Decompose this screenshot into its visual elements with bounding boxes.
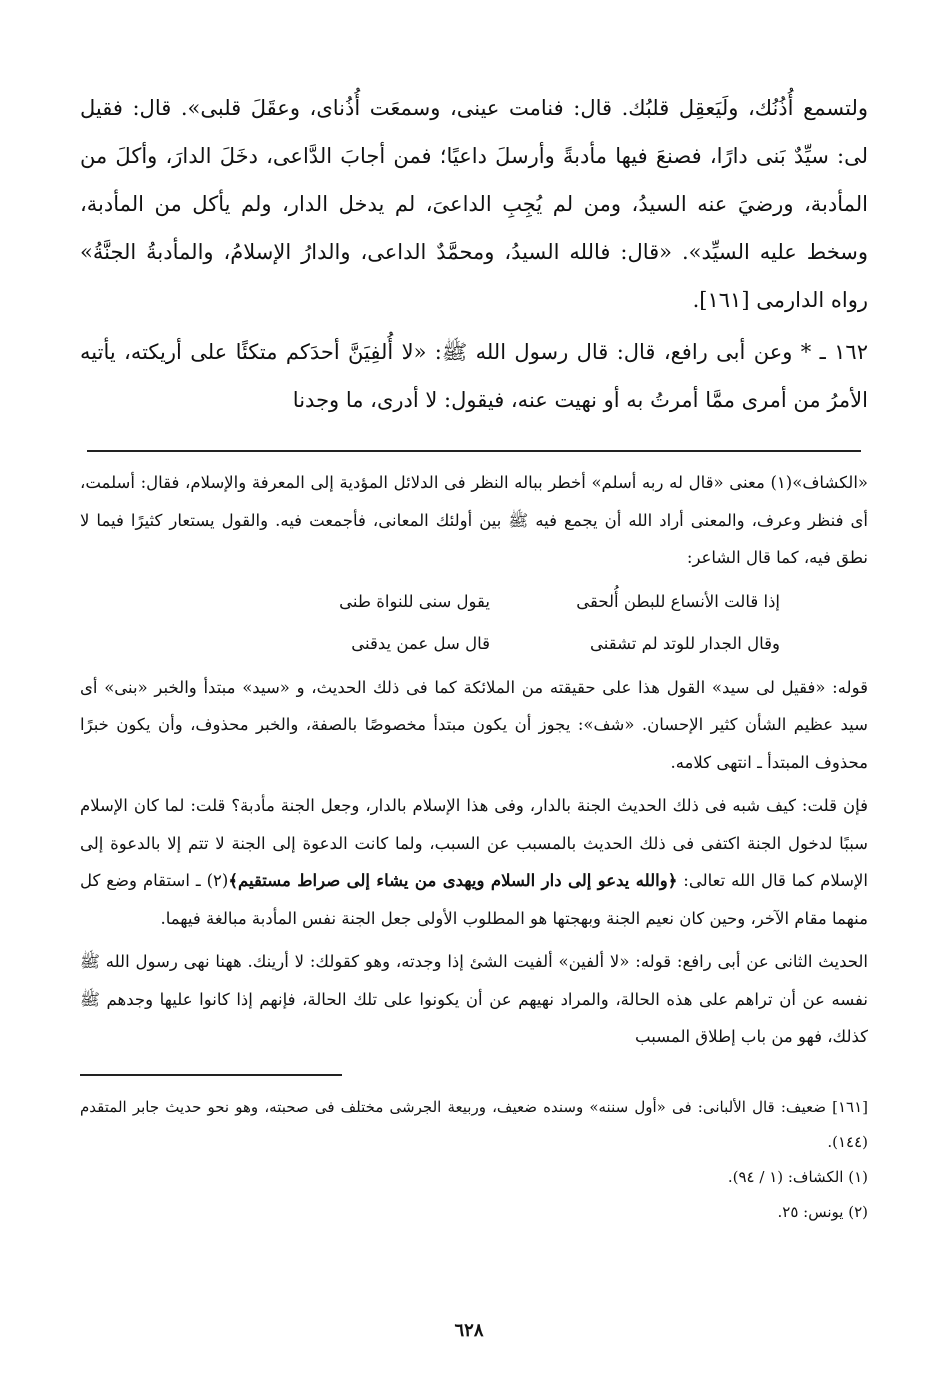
poetry-verses — [80, 581, 868, 665]
verse-2-second-hemistich: قال سل عمن يدقنى — [351, 633, 490, 653]
footnote-2: (٢) يونس: ٢٥. — [777, 1202, 868, 1221]
commentary-paragraph-3 — [80, 787, 868, 937]
hadith-text — [80, 84, 868, 424]
footnote-divider — [80, 1074, 342, 1076]
hadith-paragraph-2: ١٦٢ ـ * وعن أبى رافع، قال: قال رسول الله ﷺ: «لا أُلفِيَنَّ أحدَكم متكئًا على أريكته، يأتيه الأمرُ من أمرى ممَّا أمرتُ به أو نهيت عنه، فيقول: لا أدرى، ما وجدنا — [80, 340, 868, 412]
footnotes — [80, 1090, 868, 1230]
verse-1-second-hemistich: يقول سنى للنواة طنى — [339, 591, 490, 611]
verse-line-1 — [80, 581, 868, 623]
footnote-1: (١) الكشاف: (١ / ٩٤). — [727, 1167, 868, 1186]
commentary-paragraph-3-start: فإن قلت: كيف شبه فى ذلك الحديث الجنة بالدار، وفى هذا الإسلام بالدار، وجعل الجنة مأدبة؟ قلت: لما كان الإسلام سببًا لدخول الجنة اكتفى فى ذلك الحديث بالمسبب عن السبب، ولما كانت الدعوة إلى الجنة لا تتم إلا بالدعوة إلى الإسلام كما قال الله تعالى: — [80, 796, 868, 890]
commentary-paragraph-1: «الكشاف»(١) معنى «قال له ربه أسلم» أخطر بباله النظر فى الدلائل المؤدية إلى المعرفة والإسلام، فقال: أسلمت، أى فنظر وعرف، والمعنى أراد الله أن يجمع فيه ﷺ بين أولئك المعانى، فأجمعت فيه. والقول يستعار كثيرًا فيما لا نطق فيه، كما قال الشاعر: — [80, 473, 868, 567]
page-body — [80, 84, 868, 1230]
commentary-paragraph-2: قوله: «فقيل لى سيد» القول هذا على حقيقته من الملائكة كما فى ذلك الحديث، و «سيد» مبتدأ والخبر «بنى» أى سيد عظيم الشأن كثير الإحسان. «شف»: يجوز أن يكون مبتدأ مخصوصًا بالصفة، والخبر محذوف، وأن يكون خبرًا محذوف المبتدأ ـ انتهى كلامه. — [80, 677, 868, 772]
hadith-paragraph-1: ولتسمع أُذُنُك، ولَيَعقِل قلبُك. قال: فنامت عينى، وسمعَت أُذُناى، وعقَلَ قلبى». قال: فقيل لى: سيِّدٌ بَنى دارًا، فصنعَ فيها مأدبةً وأرسلَ داعيًا؛ فمن أجابَ الدَّاعى، دخَلَ الدارَ، وأكلَ من المأدبة، ورضيَ عنه السيدُ، ومن لم يُجِبِ الداعىَ، لم يدخل الدار، ولم يأكل من المأدبة، وسخط عليه السيِّد». «قال: فالله السيدُ، ومحمَّدٌ الداعى، والدارُ الإسلامُ، والمأدبةُ الجنَّةُ» رواه الدارمى [١٦١]. — [80, 96, 868, 312]
page-number: ٦٢٨ — [454, 1320, 484, 1341]
verse-2-first-hemistich: وقال الجدار للوتد لم تشقنى — [590, 633, 780, 653]
footnote-161: [١٦١] ضعيف: قال الألبانى: فى «أول سننه» وسنده ضعيف، وربيعة الجرشى مختلف فى صحبته، وهو نحو حديث جابر المتقدم (١٤٤). — [80, 1097, 868, 1151]
commentary-paragraph-3-end: (٢) ـ استقام وضع كل منهما مقام الآخر، وحين كان نعيم الجنة وبهجتها هو المطلوب الأولى جعل الجنة نفس المأدبة مبالغة فيهما. — [80, 871, 868, 928]
quran-verse: ﴿والله يدعو إلى دار السلام ويهدى من يشاء إلى صراط مستقيم﴾ — [228, 871, 678, 890]
commentary-section — [80, 464, 868, 1056]
verse-1-first-hemistich: إذا قالت الأنساع للبطن أُلحقى — [576, 591, 780, 611]
verse-line-2 — [80, 623, 868, 665]
commentary-paragraph-4: الحديث الثانى عن أبى رافع: قوله: «لا ألفين» ألفيت الشئ إذا وجدته، وهو كقولك: لا أرينك. ههنا نهى رسول الله ﷺ نفسه عن أن تراهم على هذه الحالة، والمراد نهيهم عن أن يكونوا على تلك الحالة، فإنهم إذا كانوا عليها وجدهم ﷺ كذلك، فهو من باب إطلاق المسبب — [80, 952, 868, 1046]
main-divider — [87, 450, 861, 452]
